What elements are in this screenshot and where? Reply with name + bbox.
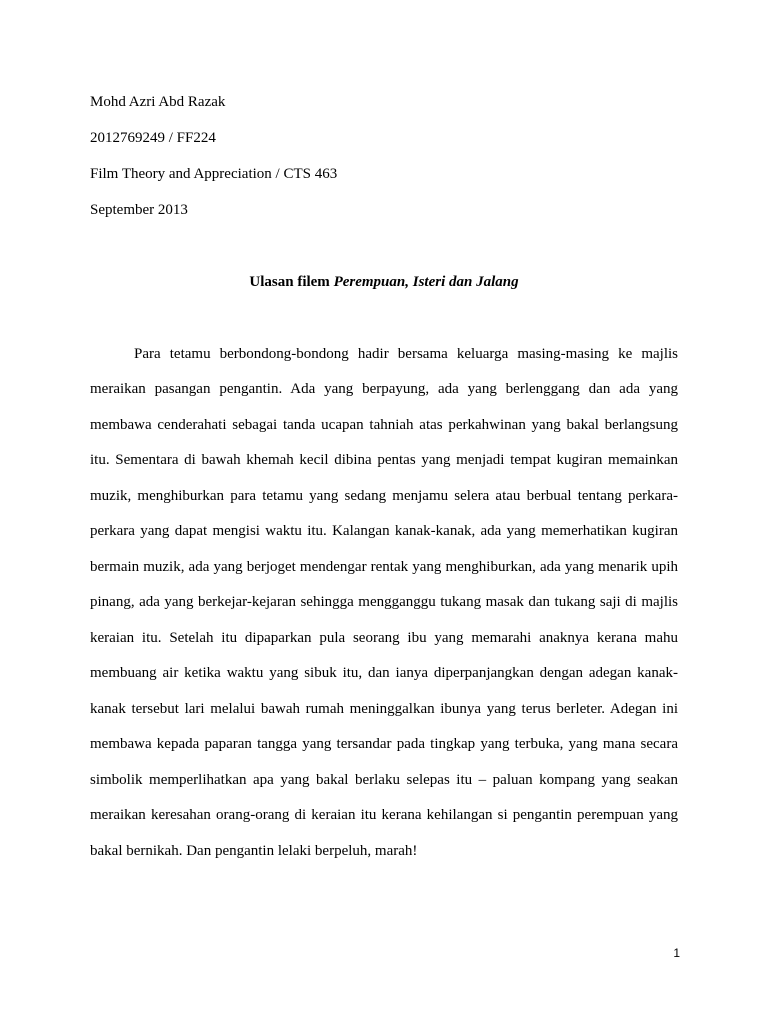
student-id: 2012769249 / FF224 (90, 130, 216, 146)
body-line: membawa kepada paparan tangga yang tersandar pada tingkap yang terbuka, yang mana secara (90, 736, 678, 752)
body-line: Para tetamu berbondong-bondong hadir bersama keluarga masing-masing ke majlis (134, 346, 678, 362)
body-line: bakal bernikah. Dan pengantin lelaki berpeluh, marah! (90, 843, 418, 859)
page-number: 1 (673, 946, 680, 960)
body-line: pinang, ada yang berkejar-kejaran sehingga mengganggu tukang masak dan tukang saji di majlis (90, 594, 678, 610)
document-title (0, 273, 768, 291)
body-line: simbolik memperlihatkan apa yang bakal berlaku selepas itu – paluan kompang yang seakan (90, 772, 678, 788)
document-date: September 2013 (90, 202, 188, 218)
body-line: keraian itu. Setelah itu dipaparkan pula seorang ibu yang memarahi anaknya kerana mahu (90, 630, 678, 646)
course-name: Film Theory and Appreciation / CTS 463 (90, 166, 338, 182)
body-line: muzik, menghiburkan para tetamu yang sedang menjamu selera atau berbual tentang perkara- (90, 488, 678, 504)
body-line: itu. Sementara di bawah khemah kecil dibina pentas yang menjadi tempat kugiran memainkan (90, 452, 678, 468)
author-name: Mohd Azri Abd Razak (90, 94, 226, 110)
body-line: membawa cenderahati sebagai tanda ucapan tahniah atas perkahwinan yang bakal berlangsung (90, 417, 678, 433)
body-line: bermain muzik, ada yang berjoget mendengar rentak yang menghiburkan, ada yang menarik upih (90, 559, 678, 575)
body-line: perkara yang dapat mengisi waktu itu. Kalangan kanak-kanak, ada yang memerhatikan kugiran (90, 523, 678, 539)
body-line: kanak tersebut lari melalui bawah rumah meninggalkan ibunya yang terus berleter. Adegan ini (90, 701, 678, 717)
body-line: meraikan keresahan orang-orang di keraian itu kerana kehilangan si pengantin perempuan yang (90, 807, 678, 823)
title-prefix: Ulasan filem (249, 274, 334, 290)
body-line: membuang air ketika waktu yang sibuk itu, dan ianya diperpanjangkan dengan adegan kanak- (90, 665, 678, 681)
body-line: meraikan pasangan pengantin. Ada yang berpayung, ada yang berlenggang dan ada yang (90, 381, 678, 397)
film-title: Perempuan, Isteri dan Jalang (333, 274, 519, 290)
